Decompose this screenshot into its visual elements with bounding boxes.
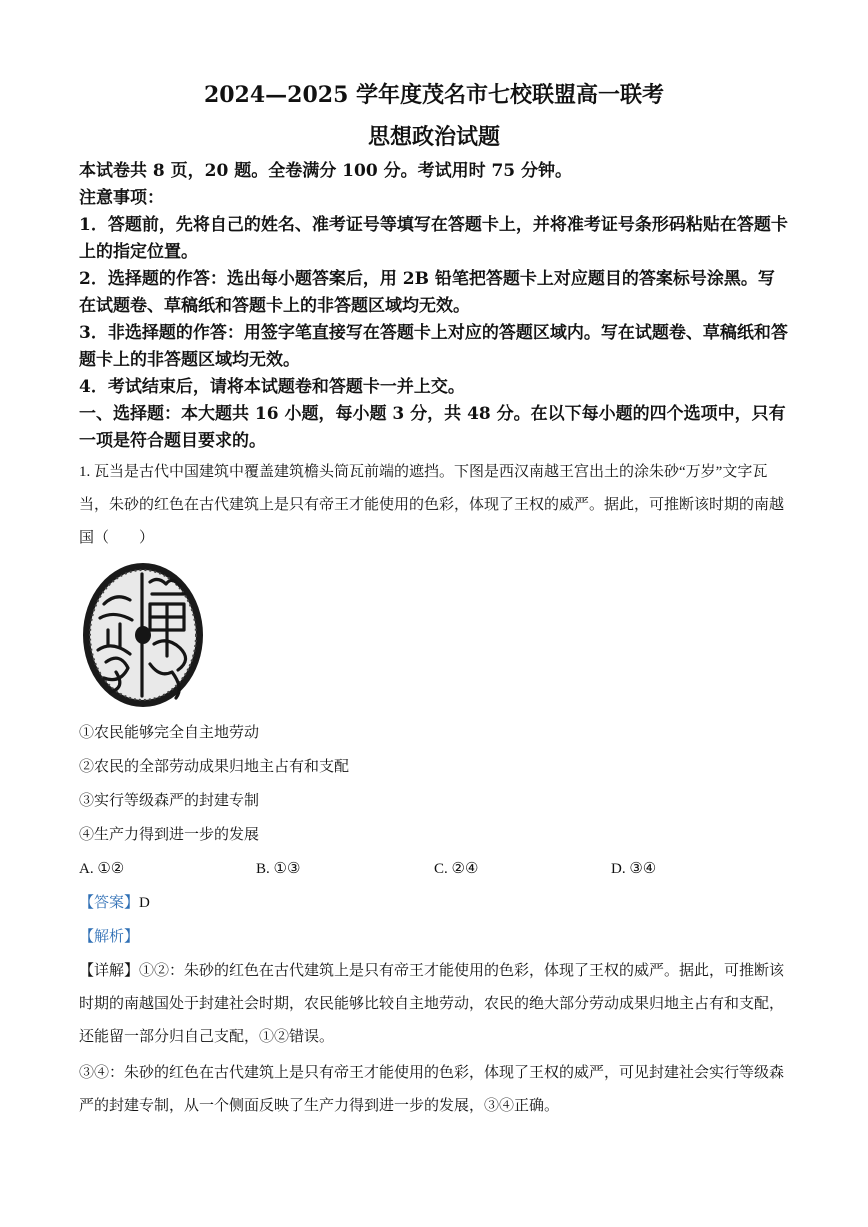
wadang-seal-image [80, 560, 207, 710]
notes-heading: 注意事项： [79, 188, 164, 208]
statement-3: ③实行等级森严的封建专制 [79, 793, 260, 809]
option-d[interactable]: D. ③④ [611, 861, 657, 877]
answer-tag: 【答案】 [79, 895, 140, 911]
question-1-stem: 1. 瓦当是古代中国建筑中覆盖建筑檐头筒瓦前端的遮挡。下图是西汉南越王宫出土的涂朱砂“万岁”文字瓦当，朱砂的红色在古代建筑上是只有帝王才能使用的色彩，体现了王权的威严。据此，可推断该时期的南越国（ ） [79, 464, 785, 546]
answer-value: D [139, 895, 150, 911]
detail-paragraph-1 [79, 955, 791, 1054]
note-3: 3．非选择题的作答：用签字笔直接写在答题卡上对应的答题区域内。写在试题卷、草稿纸和答题卡上的非答题区域均无效。 [79, 323, 788, 370]
answer-options [79, 853, 791, 886]
exam-summary: 本试卷共 8 页，20 题。全卷满分 100 分。考试用时 75 分钟。 [79, 161, 573, 181]
note-2: 2．选择题的作答：选出每小题答案后，用 2B 铅笔把答题卡上对应题目的答案标号涂黑。写在试题卷、草稿纸和答题卡上的非答题区域均无效。 [79, 269, 775, 316]
answer-line [79, 887, 791, 920]
analysis-tag: 【解析】 [79, 929, 140, 945]
section-heading: 一、选择题：本大题共 16 小题，每小题 3 分，共 48 分。在以下每小题的四个选项中，只有一项是符合题目要求的。 [79, 404, 786, 451]
detail-tag: 【详解】 [79, 963, 140, 979]
statement-2: ②农民的全部劳动成果归地主占有和支配 [79, 759, 350, 775]
option-a[interactable]: A. ①② [79, 861, 125, 877]
note-4: 4．考试结束后，请将本试题卷和答题卡一并上交。 [79, 377, 465, 397]
option-b[interactable]: B. ①③ [256, 861, 301, 877]
statement-1: ①农民能够完全自主地劳动 [79, 725, 260, 741]
note-1: 1．答题前，先将自己的姓名、准考证号等填写在答题卡上，并将准考证号条形码粘贴在答题卡上的指定位置。 [79, 215, 788, 262]
detail-text-1: ①②：朱砂的红色在古代建筑上是只有帝王才能使用的色彩，体现了王权的威严。据此，可推断该时期的南越国处于封建社会时期，农民能够比较自主地劳动，农民的绝大部分劳动成果归地主占有和支配，还能留一部分归自己支配，①②错误。 [79, 963, 785, 1045]
statement-4: ④生产力得到进一步的发展 [79, 827, 260, 843]
detail-paragraph-2: ③④：朱砂的红色在古代建筑上是只有帝王才能使用的色彩，体现了王权的威严，可见封建社会实行等级森严的封建专制，从一个侧面反映了生产力得到进一步的发展，③④正确。 [79, 1065, 785, 1114]
exam-title: 2024—2025 学年度茂名市七校联盟高一联考 [203, 82, 665, 108]
exam-subject: 思想政治试题 [367, 124, 500, 150]
option-c[interactable]: C. ②④ [434, 861, 479, 877]
